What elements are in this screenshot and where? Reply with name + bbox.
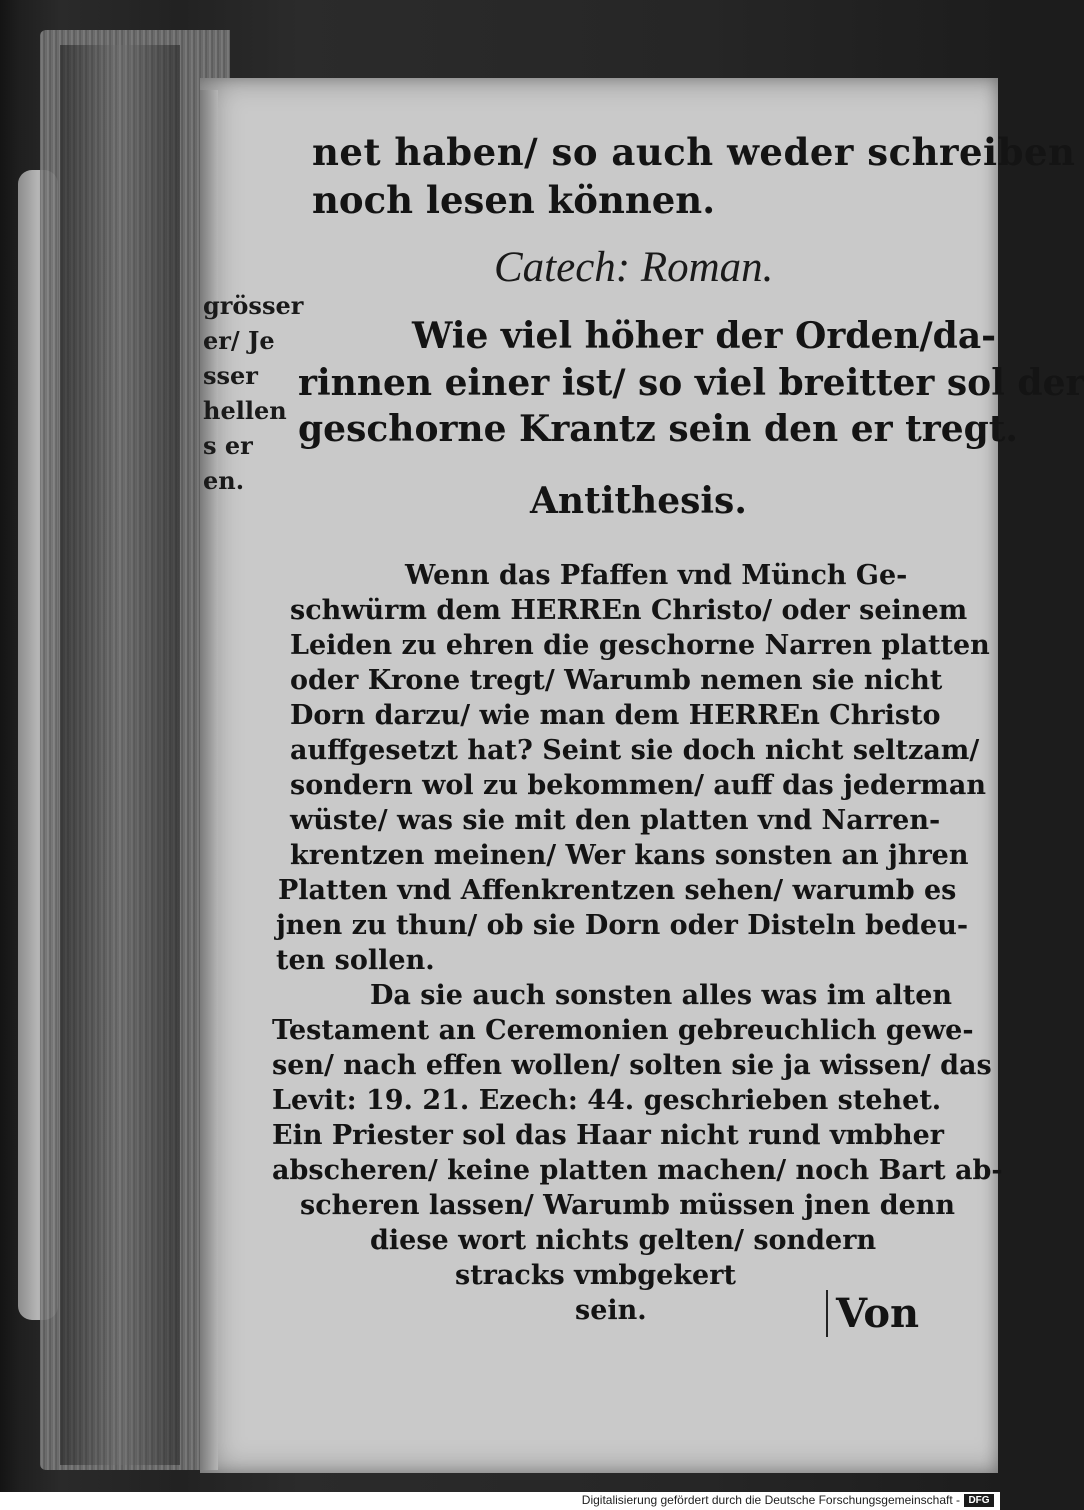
section-title-line-3: geschorne Krantz sein den er tregt.	[298, 408, 1018, 450]
book-edge-shadow	[60, 45, 180, 1465]
body-line: Wenn das Pfaffen vnd Münch Ge-	[405, 560, 908, 591]
margin-note-line: en.	[203, 466, 245, 495]
source-label: Catech: Roman.	[494, 244, 774, 291]
margin-note-line: hellen	[203, 396, 287, 425]
body-line: Ein Priester sol das Haar nicht rund vmbher	[272, 1120, 945, 1151]
body-line: sondern wol zu bekommen/ auff das jederman	[290, 770, 986, 801]
antithesis-heading: Antithesis.	[530, 480, 747, 522]
body-line: schwürm dem HERREn Christo/ oder seinem	[290, 595, 968, 626]
margin-note-line: er/ Je	[203, 326, 275, 355]
body-line: auffgesetzt hat? Seint sie doch nicht seltzam/	[290, 735, 980, 766]
body-line: sein.	[575, 1295, 647, 1326]
body-line: Testament an Ceremonien gebreuchlich gewe-	[272, 1015, 974, 1046]
body-line: Leiden zu ehren die geschorne Narren platten	[290, 630, 990, 661]
heading-line-2: noch lesen können.	[312, 178, 716, 222]
margin-note-line: s er	[203, 431, 253, 460]
margin-note-line: grösser	[203, 291, 304, 320]
body-line: sen/ nach effen wollen/ solten sie ja wissen/ das	[272, 1050, 992, 1081]
body-line: diese wort nichts gelten/ sondern	[370, 1225, 877, 1256]
body-line: Dorn darzu/ wie man dem HERREn Christo	[290, 700, 941, 731]
body-line: Levit: 19. 21. Ezech: 44. geschrieben stehet.	[272, 1085, 942, 1116]
body-line: jnen zu thun/ ob sie Dorn oder Disteln bedeu-	[276, 910, 969, 941]
section-title-line-2: rinnen einer ist/ so viel breitter sol der	[298, 362, 1084, 404]
footer-bar	[0, 1492, 1000, 1510]
body-line: oder Krone tregt/ Warumb nemen sie nicht	[290, 665, 943, 696]
catchword: Von	[826, 1290, 919, 1337]
footer-credit: Digitalisierung gefördert durch die Deutsche Forschungsgemeinschaft -	[581, 1493, 960, 1507]
section-title-line-1: Wie viel höher der Orden/da-	[412, 315, 997, 357]
body-line: Platten vnd Affenkrentzen sehen/ warumb es	[278, 875, 957, 906]
margin-note	[203, 288, 304, 498]
body-line: krentzen meinen/ Wer kans sonsten an jhren	[290, 840, 969, 871]
body-line: wüste/ was sie mit den platten vnd Narren-	[290, 805, 941, 836]
dfg-logo: DFG	[964, 1494, 994, 1507]
body-line: scheren lassen/ Warumb müssen jnen denn	[300, 1190, 956, 1221]
margin-note-line: sser	[203, 361, 258, 390]
body-line: Da sie auch sonsten alles was im alten	[370, 980, 953, 1011]
body-line: abscheren/ keine platten machen/ noch Bart ab-	[272, 1155, 1003, 1186]
body-line: stracks vmbgekert	[455, 1260, 736, 1291]
body-line: ten sollen.	[276, 945, 435, 976]
heading-line-1: net haben/ so auch weder schreiben	[312, 130, 1076, 174]
